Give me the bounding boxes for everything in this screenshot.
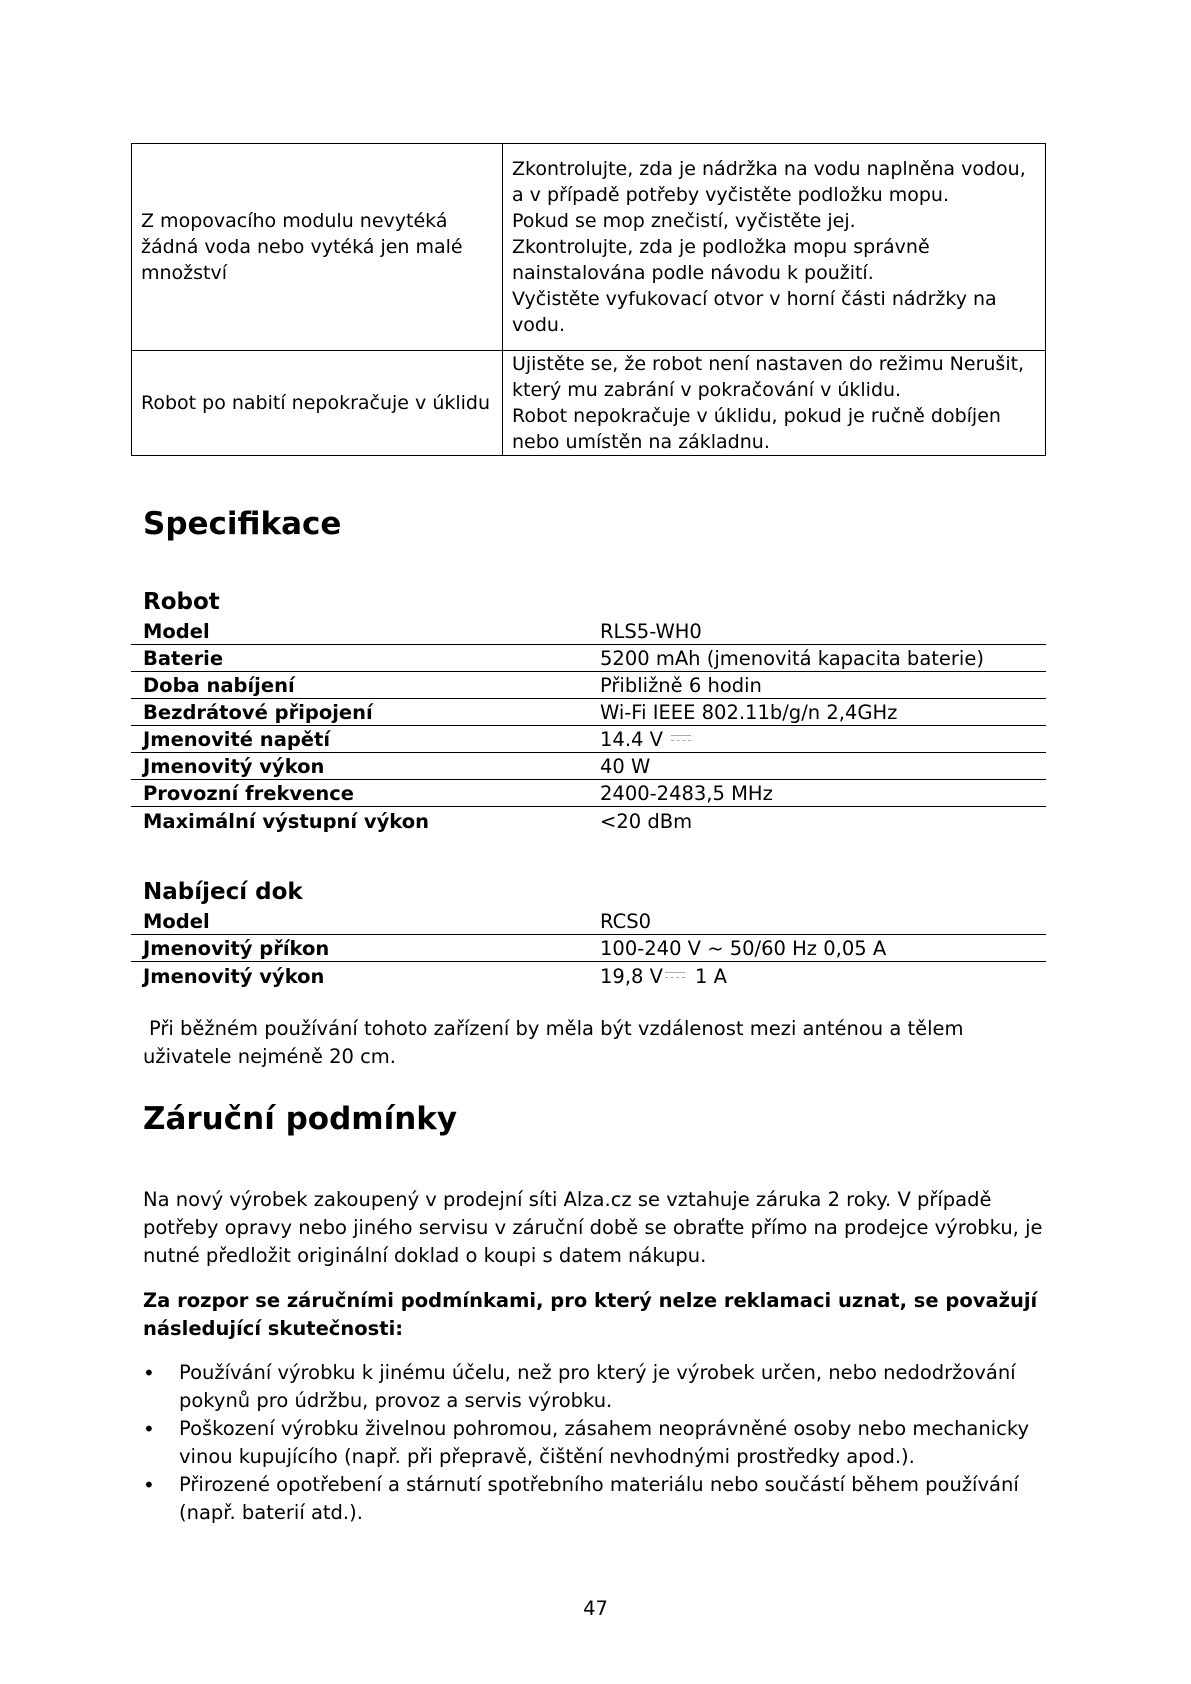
spec-value: 5200 mAh (jmenovitá kapacita baterie) bbox=[600, 647, 984, 670]
spec-value: <20 dBm bbox=[600, 810, 693, 833]
solution-cell bbox=[503, 144, 1046, 351]
voltage-value: 14.4 V bbox=[600, 728, 663, 751]
spec-row-voltage bbox=[131, 726, 1046, 753]
spec-row-battery bbox=[131, 645, 1046, 672]
spec-key: Model bbox=[143, 620, 210, 643]
spec-value bbox=[600, 965, 1046, 989]
output-voltage: 19,8 V bbox=[600, 965, 663, 988]
spec-value: 40 W bbox=[600, 755, 651, 778]
dock-section-title: Nabíjecí dok bbox=[143, 879, 303, 905]
warranty-exclusions-list bbox=[143, 1359, 1063, 1527]
spec-key: Bezdrátové připojení bbox=[143, 701, 373, 724]
warranty-exclusions-intro: Za rozpor se záručními podmínkami, pro který nelze reklamaci uznat, se považují následující skutečnosti: bbox=[143, 1289, 1038, 1340]
spec-value: Přibližně 6 hodin bbox=[600, 674, 762, 697]
spec-row-input-power bbox=[131, 935, 1046, 962]
solution-line: Ujistěte se, že robot není nastaven do režimu Nerušit, který mu zabrání v pokračování v úklidu. bbox=[512, 353, 1025, 401]
spec-value: Wi-Fi IEEE 802.11b/g/n 2,4GHz bbox=[600, 701, 898, 724]
direct-current-icon bbox=[665, 972, 685, 980]
spec-key: Baterie bbox=[143, 647, 224, 670]
direct-current-icon bbox=[671, 735, 691, 743]
spec-value: 2400-2483,5 MHz bbox=[600, 782, 773, 805]
spec-key: Jmenovité napětí bbox=[143, 728, 331, 751]
troubleshooting-table bbox=[131, 143, 1046, 456]
solution-line: Pokud se mop znečistí, vyčistěte jej. bbox=[512, 210, 856, 232]
spec-row-frequency bbox=[131, 780, 1046, 807]
list-item: • Používání výrobku k jinému účelu, než pro který je výrobek určen, nebo nedodržování pokynů pro údržbu, provoz a servis výrobku. bbox=[143, 1359, 1063, 1415]
specifications-heading: Specifikace bbox=[143, 506, 342, 542]
spec-row-model bbox=[131, 908, 1046, 935]
warranty-heading: Záruční podmínky bbox=[143, 1101, 458, 1137]
spec-key: Model bbox=[143, 910, 210, 933]
spec-row-max-output bbox=[131, 807, 1046, 834]
robot-section-title: Robot bbox=[143, 589, 220, 615]
list-item: • Přirozené opotřebení a stárnutí spotřebního materiálu nebo součástí během používání (např. baterií atd.). bbox=[143, 1471, 1063, 1527]
spec-value: RCS0 bbox=[600, 910, 651, 933]
problem-cell: Robot po nabití nepokračuje v úklidu bbox=[132, 351, 503, 456]
problem-cell: Z mopovacího modulu nevytéká žádná voda nebo vytéká jen malé množství bbox=[132, 144, 503, 351]
spec-row-output-power bbox=[131, 962, 1046, 989]
spec-value: 100-240 V ~ 50/60 Hz 0,05 A bbox=[600, 937, 887, 960]
page-number: 47 bbox=[583, 1597, 608, 1620]
warranty-intro: Na nový výrobek zakoupený v prodejní síti Alza.cz se vztahuje záruka 2 roky. V případě potřeby opravy nebo jiného servisu v záruční době se obraťte přímo na prodejce výrobku, je nutné předložit originální doklad o koupi s datem nákupu. bbox=[143, 1188, 1043, 1267]
spec-row-wireless bbox=[131, 699, 1046, 726]
robot-spec-table bbox=[131, 618, 1046, 834]
antenna-note: Při běžném používání tohoto zařízení by měla být vzdálenost mezi anténou a tělem uživatele nejméně 20 cm. bbox=[143, 1017, 964, 1068]
spec-key: Provozní frekvence bbox=[143, 782, 355, 805]
spec-row-power bbox=[131, 753, 1046, 780]
spec-row-charging-time bbox=[131, 672, 1046, 699]
solution-cell bbox=[503, 351, 1046, 456]
table-row bbox=[132, 144, 1046, 351]
list-item: • Poškození výrobku živelnou pohromou, zásahem neoprávněné osoby nebo mechanicky vinou kupujícího (např. při přepravě, čištění nevhodnými prostředky apod.). bbox=[143, 1415, 1063, 1471]
spec-key: Jmenovitý výkon bbox=[143, 965, 325, 988]
spec-key: Doba nabíjení bbox=[143, 674, 295, 697]
output-current: 1 A bbox=[694, 965, 727, 988]
solution-line: Zkontrolujte, zda je nádržka na vodu naplněna vodou, a v případě potřeby vyčistěte podložku mopu. bbox=[512, 158, 1026, 206]
spec-value: RLS5-WH0 bbox=[600, 620, 702, 643]
solution-line: Zkontrolujte, zda je podložka mopu správně nainstalována podle návodu k použití. bbox=[512, 236, 930, 284]
dock-spec-table bbox=[131, 908, 1046, 989]
spec-key: Jmenovitý výkon bbox=[143, 755, 325, 778]
solution-line: Robot nepokračuje v úklidu, pokud je ručně dobíjen nebo umístěn na základnu. bbox=[512, 405, 1001, 453]
spec-key: Maximální výstupní výkon bbox=[143, 810, 430, 833]
table-row bbox=[132, 351, 1046, 456]
spec-key: Jmenovitý příkon bbox=[143, 937, 330, 960]
spec-value bbox=[600, 728, 1046, 752]
spec-row-model bbox=[131, 618, 1046, 645]
solution-line: Vyčistěte vyfukovací otvor v horní části nádržky na vodu. bbox=[512, 288, 997, 336]
